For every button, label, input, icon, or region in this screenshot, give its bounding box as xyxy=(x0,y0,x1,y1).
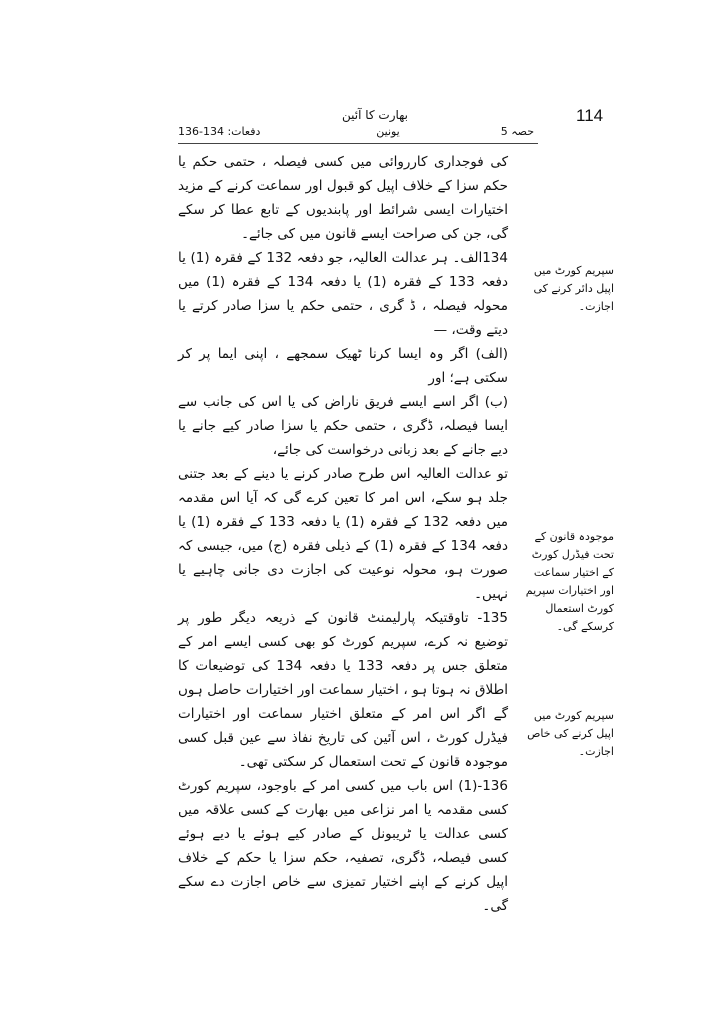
part-label: حصہ 5 xyxy=(500,125,534,138)
paragraph: تو عدالت العالیہ اس طرح صادر کرنے یا دینے کے بعد جتنی جلد ہو سکے، اس امر کا تعین کرے گی کہ آیا اس مقدمہ میں دفعہ 132 کے فقرہ (1) یا دفعہ 133 کے فقرہ (1) یا دفعہ 134 کے فقرہ (1) کے ذیلی فقرہ (ج) میں، جیسی کہ صورت ہو، محولہ نوعیت کی اجازت دی جانی چاہیے یا نہیں۔ xyxy=(178,466,509,602)
sections-range: دفعات: 134-136 xyxy=(178,125,261,138)
paragraph: کی فوجداری کارروائی میں کسی فیصلہ ، حتمی حکم یا حکم سزا کے خلاف اپیل کو قبول اور سماعت کرنے کے مزید اختیارات ایسی شرائط اور پابندیوں کے تابع عطا کر سکے گی، جن کی صراحت ایسے قانون میں کی جائے۔ xyxy=(178,154,508,242)
main-text xyxy=(178,150,508,918)
running-title: بھارت کا آئین xyxy=(341,108,409,122)
sidenote: سپریم کورٹ میں اپیل کرنے کی خاص اجازت۔ xyxy=(527,709,614,758)
chapter-subtitle: یونین xyxy=(376,125,400,138)
paragraph: (الف) اگر وہ ایسا کرنا ٹھیک سمجھے ، اپنی ایما پر کر سکتی ہے؛ اور xyxy=(178,346,508,386)
sidenote: سپریم کورٹ میں اپیل دائر کرنے کی اجازت۔ xyxy=(533,264,614,313)
paragraph: (ب) اگر اسے ایسے فریق ناراض کی یا اس کی جانب سے ایسا فیصلہ، ڈگری ، حتمی حکم یا سزا صادر کیے جانے یا دیے جانے کے بعد زبانی درخواست کی جائے، xyxy=(178,394,508,458)
paragraph: 136-(1) اس باب میں کسی امر کے باوجود، سپریم کورٹ کسی مقدمہ یا امر نزاعی میں بھارت کے کسی علاقہ میں کسی عدالت یا ٹریبونل کے صادر کیے ہوئے یا دیے ہوئے کسی فیصلہ، ڈگری، تصفیہ، حکم سزا یا حکم کے خلاف اپیل کرنے کے اپنے اختیار تمیزی سے خاص اجازت دے سکے گی۔ xyxy=(178,778,508,914)
paragraph: 135- تاوقتیکہ پارلیمنٹ قانون کے ذریعہ دیگر طور پر توضیع نہ کرے، سپریم کورٹ کو بھی کسی ایسے امر کے متعلق جس پر دفعہ 133 یا دفعہ 134 کی توضیعات کا اطلاق نہ ہوتا ہو ، اختیار سماعت اور اختیارات حاصل ہوں گے اگر اس امر کے متعلق اختیار سماعت اور اختیارات فیڈرل کورٹ ، اس آئین کی تاریخ نفاذ سے عین قبل کسی موجودہ قانون کے تحت استعمال کر سکتی تھی۔ xyxy=(178,610,508,770)
header-divider xyxy=(178,143,538,144)
page-header xyxy=(178,125,538,143)
page-number: 114 xyxy=(576,106,604,125)
sidenote: موجودہ قانون کے تحت فیڈرل کورٹ کے اختیار سماعت اور اختیارات سپریم کورٹ استعمال کرسکے گی۔ xyxy=(525,530,614,633)
paragraph: 134الف۔ ہر عدالت العالیہ، جو دفعہ 132 کے فقرہ (1) یا دفعہ 133 کے فقرہ (1) یا دفعہ 134 کے فقرہ (1) میں محولہ فیصلہ ، ڈ گری ، حتمی حکم یا سزا صادر کرتے یا دیتے وقت، — xyxy=(178,250,509,338)
